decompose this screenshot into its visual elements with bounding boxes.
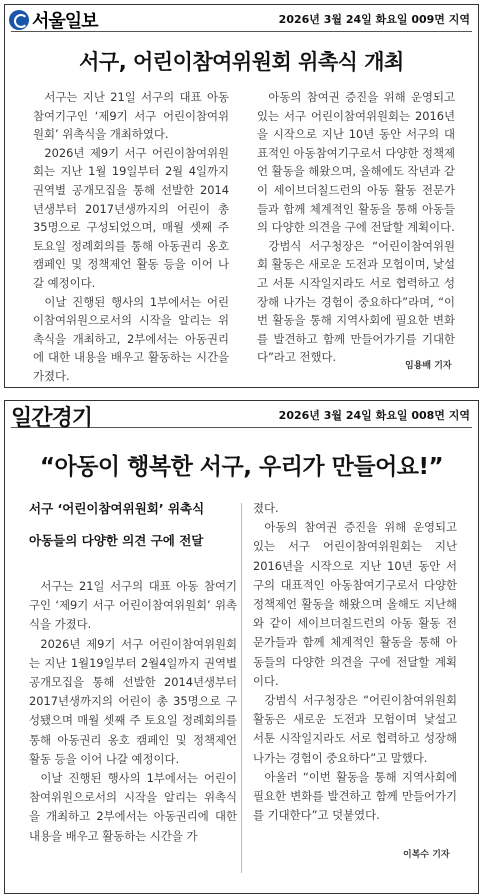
paragraph-continuation: 졌다. [253,501,279,515]
byline-1: 임용배 기자 [405,361,452,371]
paragraph: 2026년 제9기 서구 어린이참여위원회는 지난 1월 19일부터 2월 4일까지 권역별 공개모집을 통해 선발한 2014년생부터 2017년생까지의 어린이 총 35명으로 구성되었으며, 매월 셋째 주 토요일 정례회의를 통해 아동권리 옹호 캠페인 및 정책제언 활동 등을 이어 나갈 예정이다. [33,145,229,290]
article-column-right-1 [257,88,455,367]
dateline-2: 2026년 3월 24일 화요일 008면 지역 [278,409,470,422]
paragraph: 이날 진행된 행사의 1부에서는 어린이참여위원으로서의 시작을 알리는 위촉식을 개최하고, 2부에서는 아동권리에 대한 내용을 배우고 활동하는 시간을 가졌다. [33,294,229,383]
column-divider [241,503,242,873]
paragraph: 서구는 지난 21일 서구의 대표 아동참여기구인 ‘제9기 서구 어린이참여위원회’ 위촉식을 개최하였다. [33,90,229,142]
paragraph: 강범식 서구청장은 “어린이참여위원회 활동은 새로운 도전과 모험이며 낯설고 서툰 시작일지라도 서로 협력하고 성장해 나가는 경험이 중요하다”고 말했다. [253,693,457,765]
headline-2: “아동이 행복한 서구, 우리가 만들어요!” [39,454,444,480]
article-column-right-2 [253,499,457,825]
logo-mark-icon [9,10,29,30]
newspaper-name-2: 일간경기 [11,406,93,431]
newspaper-clipping-2 [4,400,479,894]
headline-1: 서구, 어린이참여위원회 위촉식 개최 [79,50,404,74]
subheading: 아동들의 다양한 의견 구에 전달 [29,533,204,548]
subheadings [29,499,234,551]
dateline-1: 2026년 3월 24일 화요일 009면 지역 [278,13,470,26]
masthead-1 [5,5,478,31]
paragraph: 강범식 서구청장은 “어린이참여위원회 활동은 새로운 도전과 모험이며, 낯설고 서툰 시작일지라도 서로 협력하고 성장해 나가는 경험이 중요하다”라며, “이번 활동을 통해 지역사회에 필요한 변화를 발견하고 함께 만들어가기를 기대한다”라고 전했다. [257,238,455,365]
byline-2: 이복수 기자 [403,850,450,860]
paragraph: 서구는 21일 서구의 대표 아동 참여기구인 ‘제9기 서구 어린이참여위원회’ 위촉식을 가졌다. [29,579,237,632]
newspaper-name-1: 서울일보 [32,11,98,32]
masthead-2 [5,401,478,431]
article-column-left-2 [29,577,237,846]
paragraph: 2026년 제9기 서구 어린이참여위원회는 지난 1월19일부터 2월4일까지 권역별 공개모집을 통해 선발한 2014년생부터 2017년생까지의 어린이 총 35명으로 구성됐으며 매월 셋째 주 토요일 정례회의를 통해 아동권리 옹호 캠페인 및 정책제언 활동 등을 이어 나갈 예정이다. [29,636,237,766]
paragraph: 아울러 “이번 활동을 통해 지역사회에 필요한 변화를 발견하고 함께 만들어가기를 기대한다”고 덧붙였다. [253,769,457,823]
newspaper-clipping-1 [4,4,479,388]
article-column-left-1 [33,88,229,386]
paragraph: 아동의 참여권 증진을 위해 운영되고 있는 서구 어린이참여위원회는 2016년을 시작으로 지난 10년 동안 서구의 대표적인 아동참여기구로서 다양한 정책제언 활동을 해왔으며, 올해에도 작년과 같이 세이브더칠드런의 아동 활동 전문가들과 함께 체계적인 활동을 통해 아동들의 다양한 의견을 구에 전달할 계획이다. [257,90,455,235]
subheading: 서구 ‘어린이참여위원회’ 위촉식 [29,501,205,516]
newspaper-logo-1 [9,7,98,33]
paragraph: 이날 진행된 행사의 1부에서는 어린이참여위원으로서의 시작을 알리는 위촉식을 개최하고 2부에서는 아동권리에 대한 내용을 배우고 활동하는 시간을 가 [29,771,237,843]
paragraph: 아동의 참여권 증진을 위해 운영되고 있는 서구 어린이참여위원회는 지난 2016년을 시작으로 지난 10년 동안 서구의 대표적인 아동참여기구로서 다양한 정책제언 활동을 해왔으며 올해도 지난해와 같이 세이브더칠드런의 아동 활동 전문가들과 함께 체계적인 활동을 통해 아동들의 다양한 의견을 구에 전달할 계획이다. [253,520,457,688]
